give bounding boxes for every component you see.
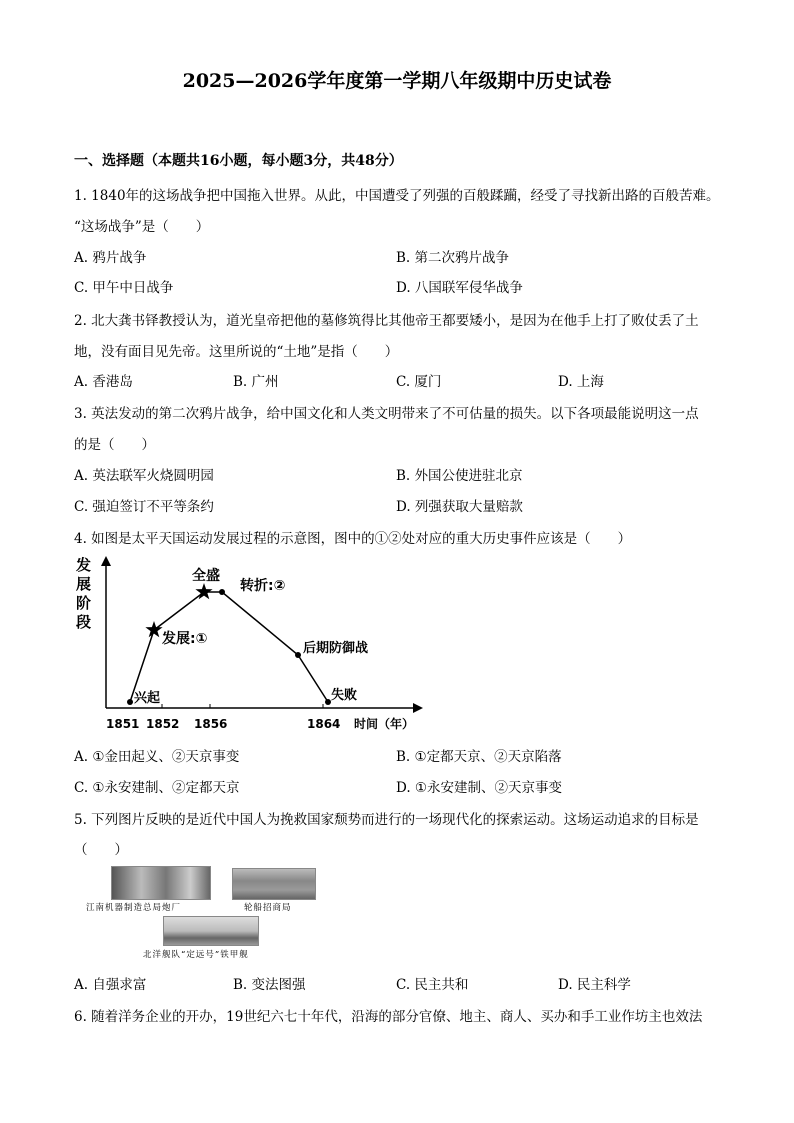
q5-option-c[interactable]: C. 民主共和 <box>396 977 469 993</box>
q4-option-c[interactable]: C. ①永安建制、②定都天京 <box>74 780 240 796</box>
q5-option-d[interactable]: D. 民主科学 <box>558 977 631 993</box>
q4-option-d[interactable]: D. ①永安建制、②天京事变 <box>396 780 563 796</box>
question-5-stem: 5. 下列图片反映的是近代中国人为挽救国家颓势而进行的一场现代化的探索运动。这场运动追求的目标是 <box>74 812 699 828</box>
point-develop-star <box>145 621 162 637</box>
q2-option-b[interactable]: B. 广州 <box>233 374 279 390</box>
q2-option-d[interactable]: D. 上海 <box>558 374 604 390</box>
q1-option-d[interactable]: D. 八国联军侵华战争 <box>396 280 523 296</box>
tick-label-1864: 1864 <box>307 717 341 731</box>
caption-arsenal: 江南机器制造总局炮厂 <box>86 903 182 913</box>
question-6-stem: 6. 随着洋务企业的开办，19世纪六七十年代，沿海的部分官僚、地主、商人、买办和手工业作坊主也效法 <box>74 1009 703 1025</box>
caption-merchants-steamship: 轮船招商局 <box>244 903 292 913</box>
point-defense <box>295 652 301 658</box>
q2-option-c[interactable]: C. 厦门 <box>396 374 442 390</box>
photo-arsenal <box>111 866 211 900</box>
question-1-stem: 1. 1840年的这场战争把中国拖入世界。从此，中国遭受了列强的百般蹂躏，经受了寻找新出路的百般苦难。 <box>74 188 720 204</box>
ylabel-char: 发 <box>76 556 92 574</box>
q3-option-d[interactable]: D. 列强获取大量赔款 <box>396 499 523 515</box>
q5-option-a[interactable]: A. 自强求富 <box>74 977 147 993</box>
label-develop: 发展:① <box>162 631 208 647</box>
q3-option-b[interactable]: B. 外国公使进驻北京 <box>396 468 523 484</box>
photo-dingyuan-battleship <box>163 916 259 946</box>
q4-option-a[interactable]: A. ①金田起义、②天京事变 <box>74 749 240 765</box>
taiping-chart <box>70 548 440 743</box>
q3-option-a[interactable]: A. 英法联军火烧圆明园 <box>74 468 214 484</box>
tick-label-1852: 1852 <box>146 717 180 731</box>
question-2-stem: 2. 北大龚书铎教授认为，道光皇帝把他的墓修筑得比其他帝王都要矮小，是因为在他手上打了败仗丢了土 <box>74 313 699 329</box>
label-turn: 转折:② <box>240 578 286 594</box>
label-peak: 全盛 <box>192 568 220 584</box>
trend-line <box>130 592 328 702</box>
x-axis-arrow <box>413 703 423 713</box>
q2-option-a[interactable]: A. 香港岛 <box>74 374 133 390</box>
ylabel-char: 段 <box>76 613 92 631</box>
q5-option-b[interactable]: B. 变法图强 <box>233 977 306 993</box>
q1-option-c[interactable]: C. 甲午中日战争 <box>74 280 174 296</box>
label-defense: 后期防御战 <box>303 641 369 656</box>
chart-xlabel: 时间（年） <box>354 717 415 731</box>
point-turn <box>219 589 225 595</box>
question-3-stem-cont: 的是（ ） <box>74 437 155 453</box>
tick-label-1856: 1856 <box>194 717 228 731</box>
tick-label-1851: 1851 <box>106 717 140 731</box>
label-fail: 失败 <box>331 688 358 703</box>
chart-ylabel <box>75 556 91 631</box>
photo-merchants-steamship <box>232 868 316 900</box>
page-title: 2025—2026学年度第一学期八年级期中历史试卷 <box>182 70 612 92</box>
q3-option-c[interactable]: C. 强迫签订不平等条约 <box>74 499 214 515</box>
question-3-stem: 3. 英法发动的第二次鸦片战争，给中国文化和人类文明带来了不可估量的损失。以下各项最能说明这一点 <box>74 406 699 422</box>
ylabel-char: 阶 <box>76 594 92 612</box>
q4-option-b[interactable]: B. ①定都天京、②天京陷落 <box>396 749 562 765</box>
q1-option-b[interactable]: B. 第二次鸦片战争 <box>396 250 510 266</box>
question-2-stem-cont: 地，没有面目见先帝。这里所说的“土地”是指（ ） <box>74 344 399 360</box>
question-1-stem-cont: “这场战争”是（ ） <box>74 219 210 235</box>
question-5-stem-cont: （ ） <box>74 842 128 858</box>
label-rise: 兴起 <box>134 691 161 706</box>
caption-dingyuan-battleship: 北洋舰队“定远号”铁甲舰 <box>143 950 249 960</box>
y-axis-arrow <box>101 556 111 566</box>
ylabel-char: 展 <box>76 575 92 593</box>
question-4-stem: 4. 如图是太平天国运动发展过程的示意图，图中的①②处对应的重大历史事件应该是（ ） <box>74 531 632 547</box>
point-rise <box>127 699 133 705</box>
q1-option-a[interactable]: A. 鸦片战争 <box>74 250 147 266</box>
section-heading: 一、选择题（本题共16小题，每小题3分，共48分） <box>74 153 403 169</box>
